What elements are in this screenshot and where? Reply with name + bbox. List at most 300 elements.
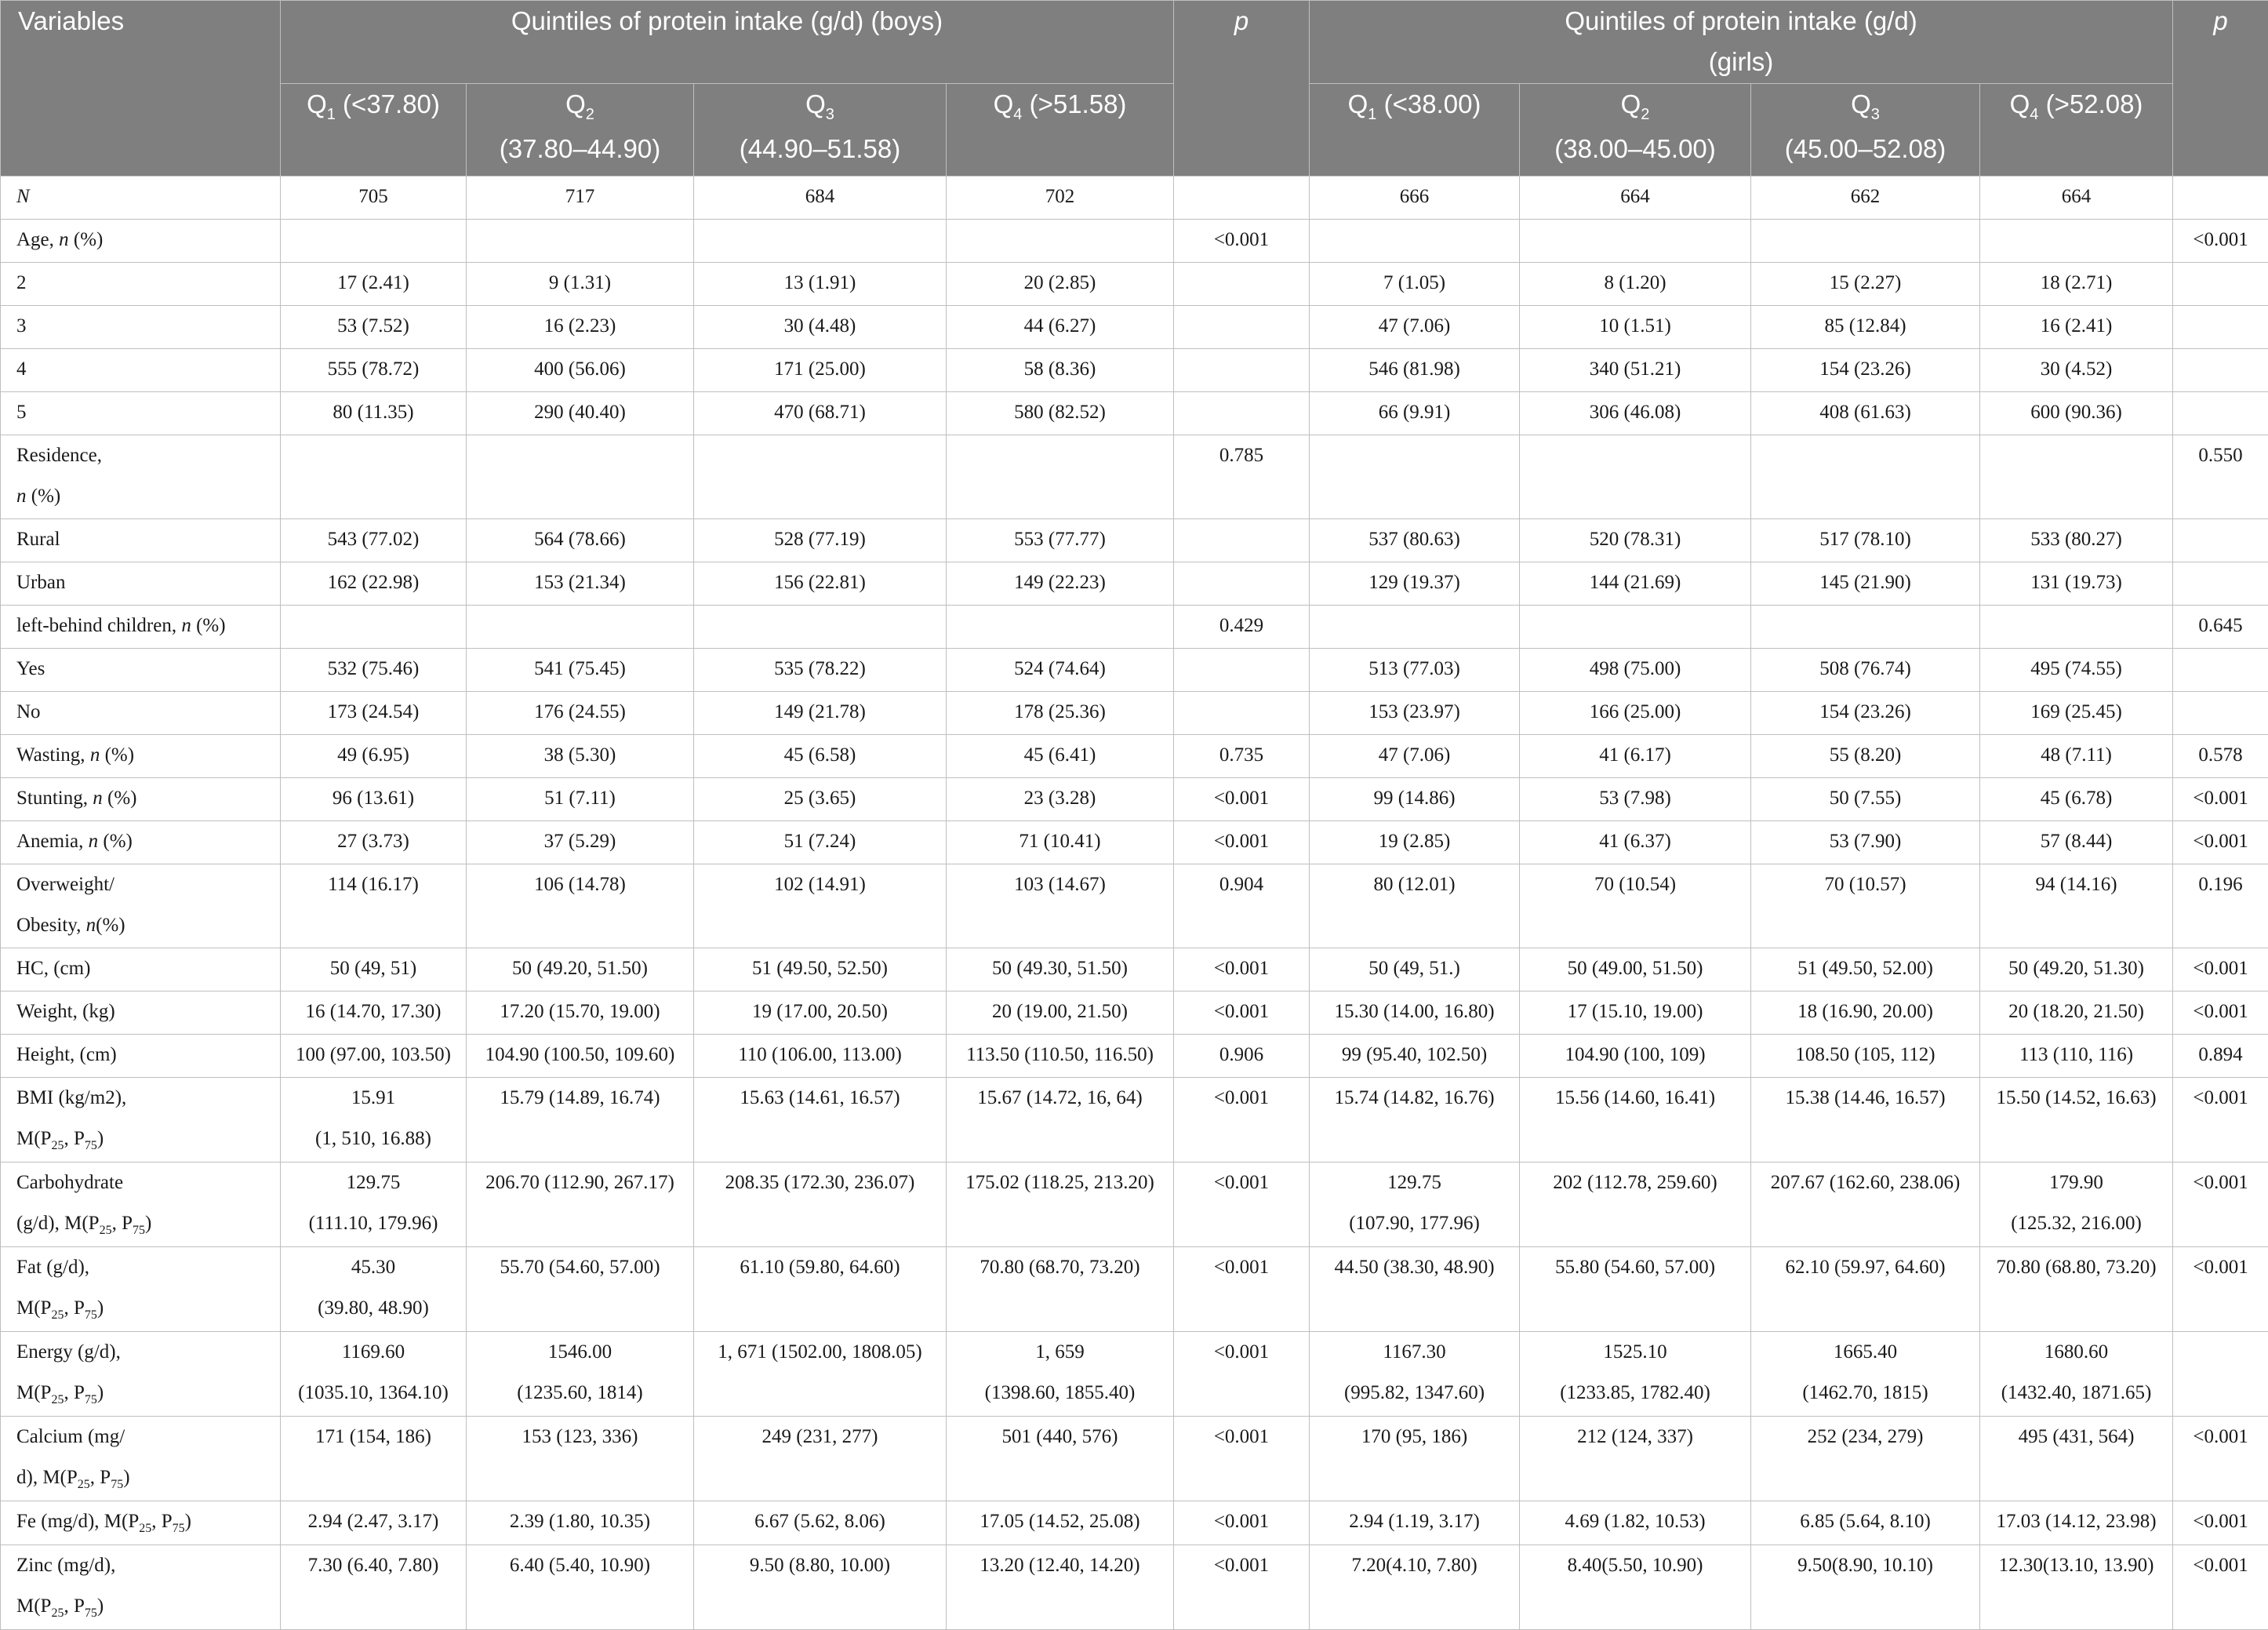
table-cell: 166 (25.00) (1520, 692, 1751, 735)
table-cell: 15.56 (14.60, 16.41) (1520, 1078, 1751, 1162)
row-label: left-behind children, n (%) (1, 606, 281, 649)
table-cell: 110 (106.00, 113.00) (694, 1035, 947, 1078)
table-cell: 17.05 (14.52, 25.08) (947, 1501, 1174, 1545)
table-cell: 173 (24.54) (281, 692, 467, 735)
p-value-cell: <0.001 (2173, 991, 2268, 1035)
table-cell: 1169.60 (1035.10, 1364.10) (281, 1332, 467, 1417)
p-value-cell: 0.894 (2173, 1035, 2268, 1078)
table-cell: 113.50 (110.50, 116.50) (947, 1035, 1174, 1078)
table-cell: 23 (3.28) (947, 778, 1174, 821)
girls-group-header: Quintiles of protein intake (g/d) (girls) (1310, 1, 2173, 84)
table-cell (1310, 606, 1520, 649)
p-header-girls: p (2173, 1, 2268, 176)
row-label: 3 (1, 306, 281, 349)
table-cell: 50 (49.20, 51.50) (467, 948, 694, 991)
table-cell: 51 (7.11) (467, 778, 694, 821)
row-label: Anemia, n (%) (1, 821, 281, 864)
table-cell: 543 (77.02) (281, 519, 467, 562)
row-label: Age, n (%) (1, 220, 281, 263)
table-cell: 178 (25.36) (947, 692, 1174, 735)
p-value-cell: <0.001 (1174, 821, 1310, 864)
table-cell: 532 (75.46) (281, 649, 467, 692)
table-cell (1980, 220, 2173, 263)
table-cell: 25 (3.65) (694, 778, 947, 821)
boys-q4-header: Q4 (>51.58) (947, 84, 1174, 176)
table-cell: 129.75 (111.10, 179.96) (281, 1162, 467, 1247)
p-value-cell: <0.001 (1174, 220, 1310, 263)
row-label: Carbohydrate (g/d), M(P25, P75) (1, 1162, 281, 1247)
table-cell: 41 (6.37) (1520, 821, 1751, 864)
table-cell: 99 (95.40, 102.50) (1310, 1035, 1520, 1078)
table-cell: 16 (14.70, 17.30) (281, 991, 467, 1035)
p-value-cell: 0.904 (1174, 864, 1310, 948)
p-value-cell (2173, 519, 2268, 562)
p-value-cell: <0.001 (1174, 948, 1310, 991)
table-cell: 53 (7.52) (281, 306, 467, 349)
table-cell: 154 (23.26) (1751, 692, 1980, 735)
table-cell: 546 (81.98) (1310, 349, 1520, 392)
table-cell: 129 (19.37) (1310, 562, 1520, 606)
table-row (1, 1078, 2268, 1162)
p-value-cell: 0.550 (2173, 435, 2268, 519)
row-label: Rural (1, 519, 281, 562)
table-cell: 8 (1.20) (1520, 263, 1751, 306)
table-cell: 153 (123, 336) (467, 1417, 694, 1501)
table-cell: 290 (40.40) (467, 392, 694, 435)
table-cell: 171 (25.00) (694, 349, 947, 392)
table-cell (281, 606, 467, 649)
table-cell: 19 (17.00, 20.50) (694, 991, 947, 1035)
table-row (1, 948, 2268, 991)
row-label: N (1, 176, 281, 220)
table-cell: 38 (5.30) (467, 735, 694, 778)
table-cell: 501 (440, 576) (947, 1417, 1174, 1501)
p-value-cell (2173, 263, 2268, 306)
table-cell: 2.94 (2.47, 3.17) (281, 1501, 467, 1545)
table-cell: 149 (21.78) (694, 692, 947, 735)
table-cell: 513 (77.03) (1310, 649, 1520, 692)
table-cell: 149 (22.23) (947, 562, 1174, 606)
girls-q2-header: Q2 (38.00–45.00) (1520, 84, 1751, 176)
p-value-cell: <0.001 (1174, 991, 1310, 1035)
row-label: Stunting, n (%) (1, 778, 281, 821)
table-cell: 13.20 (12.40, 14.20) (947, 1545, 1174, 1630)
p-value-cell (1174, 392, 1310, 435)
row-label: HC, (cm) (1, 948, 281, 991)
table-cell: 170 (95, 186) (1310, 1417, 1520, 1501)
table-cell (1310, 220, 1520, 263)
table-cell: 104.90 (100.50, 109.60) (467, 1035, 694, 1078)
table-row (1, 778, 2268, 821)
table-cell: 156 (22.81) (694, 562, 947, 606)
row-label: Height, (cm) (1, 1035, 281, 1078)
p-value-cell: 0.578 (2173, 735, 2268, 778)
table-cell: 85 (12.84) (1751, 306, 1980, 349)
p-value-cell: 0.645 (2173, 606, 2268, 649)
table-cell: 400 (56.06) (467, 349, 694, 392)
table-cell: 55.70 (54.60, 57.00) (467, 1247, 694, 1332)
table-cell: 169 (25.45) (1980, 692, 2173, 735)
table-cell: 50 (49, 51) (281, 948, 467, 991)
table-cell: 16 (2.23) (467, 306, 694, 349)
table-cell: 37 (5.29) (467, 821, 694, 864)
table-cell: 53 (7.90) (1751, 821, 1980, 864)
table-cell: 50 (49.00, 51.50) (1520, 948, 1751, 991)
table-cell: 4.69 (1.82, 10.53) (1520, 1501, 1751, 1545)
table-cell: 70.80 (68.70, 73.20) (947, 1247, 1174, 1332)
table-cell: 113 (110, 116) (1980, 1035, 2173, 1078)
table-cell: 175.02 (118.25, 213.20) (947, 1162, 1174, 1247)
row-label: Yes (1, 649, 281, 692)
table-cell: 7.30 (6.40, 7.80) (281, 1545, 467, 1630)
row-label: Fat (g/d), M(P25, P75) (1, 1247, 281, 1332)
table-cell: 108.50 (105, 112) (1751, 1035, 1980, 1078)
table-cell: 20 (18.20, 21.50) (1980, 991, 2173, 1035)
table-cell (947, 220, 1174, 263)
girls-q1-header: Q1 (<38.00) (1310, 84, 1520, 176)
p-value-cell (2173, 306, 2268, 349)
table-cell: 19 (2.85) (1310, 821, 1520, 864)
table-row (1, 1332, 2268, 1417)
table-cell: 80 (12.01) (1310, 864, 1520, 948)
table-cell (281, 435, 467, 519)
table-row (1, 1417, 2268, 1501)
table-cell: 206.70 (112.90, 267.17) (467, 1162, 694, 1247)
table-cell: 249 (231, 277) (694, 1417, 947, 1501)
table-row (1, 349, 2268, 392)
row-label: Fe (mg/d), M(P25, P75) (1, 1501, 281, 1545)
table-row (1, 649, 2268, 692)
table-cell: 15.63 (14.61, 16.57) (694, 1078, 947, 1162)
table-cell: 705 (281, 176, 467, 220)
p-value-cell (1174, 306, 1310, 349)
table-cell: 564 (78.66) (467, 519, 694, 562)
table-cell: 555 (78.72) (281, 349, 467, 392)
table-cell (694, 606, 947, 649)
table-cell: 27 (3.73) (281, 821, 467, 864)
table-cell: 15.38 (14.46, 16.57) (1751, 1078, 1980, 1162)
boys-group-header: Quintiles of protein intake (g/d) (boys) (281, 1, 1174, 84)
table-cell: 80 (11.35) (281, 392, 467, 435)
table-cell: 50 (7.55) (1751, 778, 1980, 821)
table-cell: 207.67 (162.60, 238.06) (1751, 1162, 1980, 1247)
table-cell: 17 (2.41) (281, 263, 467, 306)
table-cell: 1680.60 (1432.40, 1871.65) (1980, 1332, 2173, 1417)
p-value-cell (1174, 562, 1310, 606)
table-cell (467, 220, 694, 263)
table-cell: 154 (23.26) (1751, 349, 1980, 392)
table-cell: 145 (21.90) (1751, 562, 1980, 606)
table-cell: 541 (75.45) (467, 649, 694, 692)
table-cell: 10 (1.51) (1520, 306, 1751, 349)
table-cell: 100 (97.00, 103.50) (281, 1035, 467, 1078)
table-cell: 104.90 (100, 109) (1520, 1035, 1751, 1078)
table-row (1, 263, 2268, 306)
p-value-cell: <0.001 (2173, 1162, 2268, 1247)
row-label: 2 (1, 263, 281, 306)
table-cell: 662 (1751, 176, 1980, 220)
table-cell: 15.74 (14.82, 16.76) (1310, 1078, 1520, 1162)
table-cell (1751, 606, 1980, 649)
row-label: Residence, n (%) (1, 435, 281, 519)
table-cell: 9 (1.31) (467, 263, 694, 306)
table-cell: 51 (7.24) (694, 821, 947, 864)
table-cell: 553 (77.77) (947, 519, 1174, 562)
table-cell: 18 (16.90, 20.00) (1751, 991, 1980, 1035)
table-cell: 15 (2.27) (1751, 263, 1980, 306)
table-row (1, 220, 2268, 263)
p-value-cell: <0.001 (2173, 1078, 2268, 1162)
table-cell: 129.75 (107.90, 177.96) (1310, 1162, 1520, 1247)
table-cell: 470 (68.71) (694, 392, 947, 435)
table-cell: 45.30 (39.80, 48.90) (281, 1247, 467, 1332)
table-cell (1520, 220, 1751, 263)
p-value-cell: <0.001 (2173, 1247, 2268, 1332)
table-cell: 664 (1520, 176, 1751, 220)
table-cell: 15.91 (1, 510, 16.88) (281, 1078, 467, 1162)
table-cell: 1, 659 (1398.60, 1855.40) (947, 1332, 1174, 1417)
girls-q4-header: Q4 (>52.08) (1980, 84, 2173, 176)
table-cell: 13 (1.91) (694, 263, 947, 306)
table-cell: 30 (4.52) (1980, 349, 2173, 392)
row-label: Overweight/ Obesity, n(%) (1, 864, 281, 948)
table-cell: 1546.00 (1235.60, 1814) (467, 1332, 694, 1417)
table-cell (694, 220, 947, 263)
p-value-cell: <0.001 (1174, 778, 1310, 821)
table-cell: 44 (6.27) (947, 306, 1174, 349)
table-cell: 1525.10 (1233.85, 1782.40) (1520, 1332, 1751, 1417)
p-header-boys: p (1174, 1, 1310, 176)
table-row (1, 991, 2268, 1035)
table-cell (1980, 606, 2173, 649)
table-cell: 45 (6.78) (1980, 778, 2173, 821)
table-cell (1520, 435, 1751, 519)
table-cell: 62.10 (59.97, 64.60) (1751, 1247, 1980, 1332)
row-label: Wasting, n (%) (1, 735, 281, 778)
table-cell: 48 (7.11) (1980, 735, 2173, 778)
table-cell: 47 (7.06) (1310, 306, 1520, 349)
p-value-cell (2173, 692, 2268, 735)
table-cell: 94 (14.16) (1980, 864, 2173, 948)
table-cell: 50 (49.20, 51.30) (1980, 948, 2173, 991)
table-cell: 517 (78.10) (1751, 519, 1980, 562)
table-cell: 9.50 (8.80, 10.00) (694, 1545, 947, 1630)
table-cell (947, 606, 1174, 649)
table-cell: 50 (49.30, 51.50) (947, 948, 1174, 991)
table-cell: 15.30 (14.00, 16.80) (1310, 991, 1520, 1035)
table-cell: 340 (51.21) (1520, 349, 1751, 392)
table-cell: 535 (78.22) (694, 649, 947, 692)
p-value-cell: 0.906 (1174, 1035, 1310, 1078)
table-cell: 666 (1310, 176, 1520, 220)
table-cell: 16 (2.41) (1980, 306, 2173, 349)
table-cell: 2.39 (1.80, 10.35) (467, 1501, 694, 1545)
p-value-cell: <0.001 (1174, 1078, 1310, 1162)
table-cell: 202 (112.78, 259.60) (1520, 1162, 1751, 1247)
table-cell: 12.30(13.10, 13.90) (1980, 1545, 2173, 1630)
table-cell: 99 (14.86) (1310, 778, 1520, 821)
p-value-cell (1174, 263, 1310, 306)
table-cell: 17 (15.10, 19.00) (1520, 991, 1751, 1035)
table-row (1, 435, 2268, 519)
table-cell: 528 (77.19) (694, 519, 947, 562)
table-cell: 61.10 (59.80, 64.60) (694, 1247, 947, 1332)
p-value-cell: <0.001 (1174, 1417, 1310, 1501)
table-cell: 306 (46.08) (1520, 392, 1751, 435)
table-cell: 524 (74.64) (947, 649, 1174, 692)
row-label: BMI (kg/m2), M(P25, P75) (1, 1078, 281, 1162)
table-cell: 171 (154, 186) (281, 1417, 467, 1501)
table-cell (467, 435, 694, 519)
table-cell: 6.67 (5.62, 8.06) (694, 1501, 947, 1545)
table-row (1, 562, 2268, 606)
p-value-cell: <0.001 (2173, 948, 2268, 991)
table-cell: 162 (22.98) (281, 562, 467, 606)
p-value-cell: <0.001 (2173, 220, 2268, 263)
table-cell: 498 (75.00) (1520, 649, 1751, 692)
row-label: 4 (1, 349, 281, 392)
row-label: Urban (1, 562, 281, 606)
row-label: 5 (1, 392, 281, 435)
table-cell: 15.67 (14.72, 16, 64) (947, 1078, 1174, 1162)
row-label: Weight, (kg) (1, 991, 281, 1035)
table-row (1, 519, 2268, 562)
table-row (1, 864, 2268, 948)
table-row (1, 392, 2268, 435)
table-cell: 179.90 (125.32, 216.00) (1980, 1162, 2173, 1247)
table-cell: 144 (21.69) (1520, 562, 1751, 606)
table-cell: 51 (49.50, 52.50) (694, 948, 947, 991)
p-value-cell: 0.785 (1174, 435, 1310, 519)
p-value-cell (1174, 349, 1310, 392)
table-cell: 47 (7.06) (1310, 735, 1520, 778)
p-value-cell (1174, 649, 1310, 692)
table-cell: 7 (1.05) (1310, 263, 1520, 306)
table-cell: 30 (4.48) (694, 306, 947, 349)
table-cell: 1, 671 (1502.00, 1808.05) (694, 1332, 947, 1417)
table-cell: 2.94 (1.19, 3.17) (1310, 1501, 1520, 1545)
table-row (1, 306, 2268, 349)
table-row (1, 692, 2268, 735)
row-label: Energy (g/d), M(P25, P75) (1, 1332, 281, 1417)
table-cell: 57 (8.44) (1980, 821, 2173, 864)
table-cell: 20 (19.00, 21.50) (947, 991, 1174, 1035)
table-cell: 702 (947, 176, 1174, 220)
table-cell: 508 (76.74) (1751, 649, 1980, 692)
table-cell: 55.80 (54.60, 57.00) (1520, 1247, 1751, 1332)
table-cell: 15.79 (14.89, 16.74) (467, 1078, 694, 1162)
table-cell: 664 (1980, 176, 2173, 220)
table-cell: 102 (14.91) (694, 864, 947, 948)
p-value-cell (1174, 176, 1310, 220)
table-cell: 153 (23.97) (1310, 692, 1520, 735)
table-cell: 495 (431, 564) (1980, 1417, 2173, 1501)
table-cell: 53 (7.98) (1520, 778, 1751, 821)
p-value-cell (2173, 649, 2268, 692)
table-row (1, 1035, 2268, 1078)
table-row (1, 735, 2268, 778)
table-cell: 600 (90.36) (1980, 392, 2173, 435)
table-cell: 208.35 (172.30, 236.07) (694, 1162, 947, 1247)
table-cell (694, 435, 947, 519)
p-value-cell (2173, 1332, 2268, 1417)
p-value-cell: 0.196 (2173, 864, 2268, 948)
table-row (1, 1501, 2268, 1545)
p-value-cell: <0.001 (1174, 1332, 1310, 1417)
table-cell: 176 (24.55) (467, 692, 694, 735)
p-value-cell: 0.429 (1174, 606, 1310, 649)
row-label: No (1, 692, 281, 735)
table-row (1, 821, 2268, 864)
boys-q1-header: Q1 (<37.80) (281, 84, 467, 176)
table-cell: 8.40(5.50, 10.90) (1520, 1545, 1751, 1630)
table-cell: 252 (234, 279) (1751, 1417, 1980, 1501)
table-cell: 580 (82.52) (947, 392, 1174, 435)
table-cell: 15.50 (14.52, 16.63) (1980, 1078, 2173, 1162)
table-cell: 17.20 (15.70, 19.00) (467, 991, 694, 1035)
table-cell: 495 (74.55) (1980, 649, 2173, 692)
p-value-cell: 0.735 (1174, 735, 1310, 778)
p-value-cell: <0.001 (1174, 1501, 1310, 1545)
table-cell: 103 (14.67) (947, 864, 1174, 948)
table-cell: 6.85 (5.64, 8.10) (1751, 1501, 1980, 1545)
table-cell (1751, 435, 1980, 519)
table-cell (467, 606, 694, 649)
table-cell: 6.40 (5.40, 10.90) (467, 1545, 694, 1630)
p-value-cell: <0.001 (1174, 1162, 1310, 1247)
row-label: Zinc (mg/d), M(P25, P75) (1, 1545, 281, 1630)
table-cell: 71 (10.41) (947, 821, 1174, 864)
row-label: Calcium (mg/ d), M(P25, P75) (1, 1417, 281, 1501)
table-cell: 537 (80.63) (1310, 519, 1520, 562)
table-cell: 717 (467, 176, 694, 220)
table-cell: 44.50 (38.30, 48.90) (1310, 1247, 1520, 1332)
table-row (1, 1162, 2268, 1247)
table-row (1, 1247, 2268, 1332)
table-row (1, 606, 2268, 649)
table-cell: 17.03 (14.12, 23.98) (1980, 1501, 2173, 1545)
table-cell: 45 (6.41) (947, 735, 1174, 778)
table-cell: 45 (6.58) (694, 735, 947, 778)
table-cell (1980, 435, 2173, 519)
table-cell: 533 (80.27) (1980, 519, 2173, 562)
table-cell: 131 (19.73) (1980, 562, 2173, 606)
boys-q3-header: Q3 (44.90–51.58) (694, 84, 947, 176)
table-cell: 55 (8.20) (1751, 735, 1980, 778)
p-value-cell: <0.001 (2173, 1545, 2268, 1630)
table-cell: 70 (10.57) (1751, 864, 1980, 948)
table-cell (1751, 220, 1980, 263)
table-cell: 7.20(4.10, 7.80) (1310, 1545, 1520, 1630)
table-cell: 114 (16.17) (281, 864, 467, 948)
table-cell: 212 (124, 337) (1520, 1417, 1751, 1501)
table-cell: 66 (9.91) (1310, 392, 1520, 435)
table-cell: 41 (6.17) (1520, 735, 1751, 778)
table-cell: 684 (694, 176, 947, 220)
table-cell: 20 (2.85) (947, 263, 1174, 306)
p-value-cell: <0.001 (2173, 778, 2268, 821)
p-value-cell (2173, 349, 2268, 392)
table-cell: 9.50(8.90, 10.10) (1751, 1545, 1980, 1630)
table-cell: 520 (78.31) (1520, 519, 1751, 562)
p-value-cell: <0.001 (2173, 1501, 2268, 1545)
variables-header: Variables (1, 1, 281, 176)
p-value-cell (1174, 692, 1310, 735)
table-cell: 58 (8.36) (947, 349, 1174, 392)
table-cell: 50 (49, 51.) (1310, 948, 1520, 991)
table-cell (947, 435, 1174, 519)
p-value-cell (2173, 392, 2268, 435)
